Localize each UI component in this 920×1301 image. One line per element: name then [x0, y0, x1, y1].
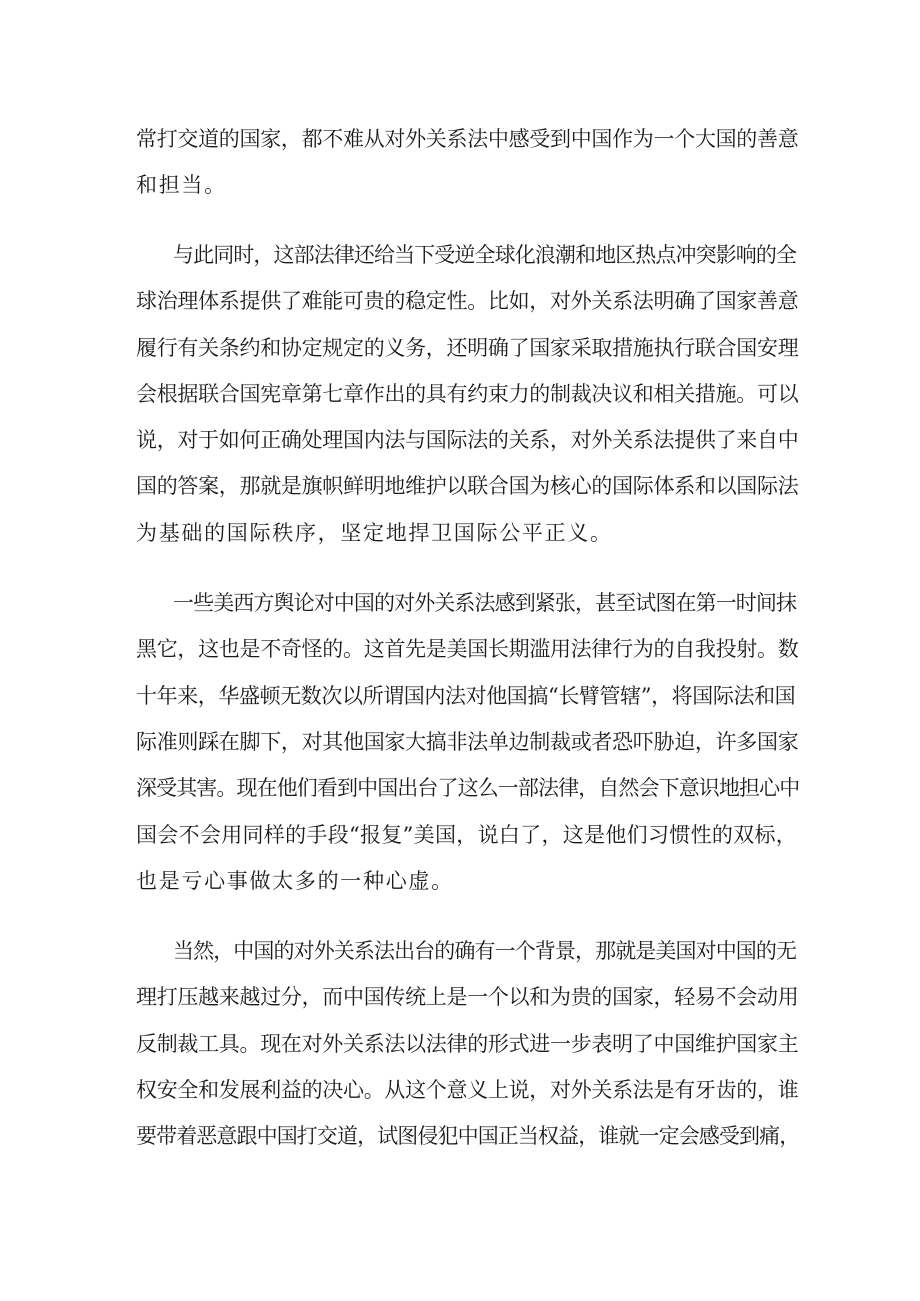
text-line: 和担当。 [136, 173, 227, 197]
text-line: 也是亏心事做太多的一种心虚。 [136, 869, 454, 893]
text-line: 一些美西方舆论对中国的对外关系法感到紧张，甚至试图在第一时间抹 [173, 591, 797, 615]
text-line: 为基础的国际秩序，坚定地捍卫国际公平正义。 [136, 521, 613, 545]
text-line: 际准则踩在脚下，对其他国家大搞非法单边制裁或者恐吓胁迫，许多国家 [136, 730, 799, 754]
text-line: 十年来，华盛顿无数次以所谓国内法对他国搞“长臂管辖”，将国际法和国 [136, 684, 796, 708]
text-line: 要带着恶意跟中国打交道，试图侵犯中国正当权益，谁就一定会感受到痛， [136, 1124, 800, 1148]
text-line: 国的答案，那就是旗帜鲜明地维护以联合国为核心的国际体系和以国际法 [136, 474, 799, 498]
text-line: 当然，中国的对外关系法出台的确有一个背景，那就是美国对中国的无 [173, 939, 797, 963]
text-line: 深受其害。现在他们看到中国出台了这么一部法律，自然会下意识地担心中 [136, 776, 800, 800]
text-line: 反制裁工具。现在对外关系法以法律的形式进一步表明了中国维护国家主 [136, 1032, 799, 1056]
text-line: 常打交道的国家，都不难从对外关系法中感受到中国作为一个大国的善意 [136, 127, 799, 151]
text-line: 与此同时，这部法律还给当下受逆全球化浪潮和地区热点冲突影响的全 [173, 243, 797, 267]
text-line: 黑它，这也是不奇怪的。这首先是美国长期滥用法律行为的自我投射。数 [136, 637, 799, 661]
text-line: 履行有关条约和协定规定的义务，还明确了国家采取措施执行联合国安理 [136, 336, 799, 360]
text-line: 权安全和发展利益的决心。从这个意义上说，对外关系法是有牙齿的，谁 [136, 1078, 799, 1102]
text-line: 会根据联合国宪章第七章作出的具有约束力的制裁决议和相关措施。可以 [136, 382, 799, 406]
text-line: 说，对于如何正确处理国内法与国际法的关系，对外关系法提供了来自中 [136, 428, 799, 452]
text-line: 理打压越来越过分，而中国传统上是一个以和为贵的国家，轻易不会动用 [136, 985, 799, 1009]
text-line: 球治理体系提供了难能可贵的稳定性。比如，对外关系法明确了国家善意 [136, 289, 799, 313]
text-line: 国会不会用同样的手段“报复”美国，说白了，这是他们习惯性的双标， [136, 823, 798, 847]
